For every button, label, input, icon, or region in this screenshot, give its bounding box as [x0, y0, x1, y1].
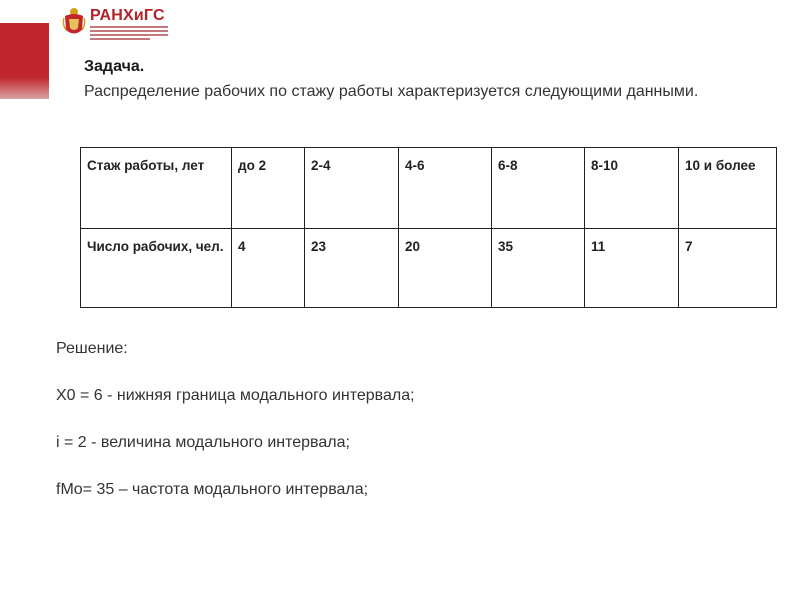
ranepa-logo — [62, 6, 168, 42]
accent-bar — [0, 23, 49, 99]
data-table — [80, 147, 777, 308]
table-row — [81, 229, 777, 308]
interval-cell: 10 и более — [679, 148, 777, 229]
interval-cell: 8-10 — [585, 148, 679, 229]
count-cell: 7 — [679, 229, 777, 308]
logo-subtitle-lines — [90, 26, 168, 42]
count-cell: 23 — [305, 229, 399, 308]
solution-line-x0: X0 = 6 - нижняя граница модального интервала; — [56, 387, 415, 404]
interval-cell: 6-8 — [492, 148, 585, 229]
solution-line-interval: i = 2 - величина модального интервала; — [56, 434, 350, 451]
emblem-icon — [62, 6, 86, 38]
count-cell: 11 — [585, 229, 679, 308]
table-row — [81, 148, 777, 229]
row-header-experience: Стаж работы, лет — [81, 148, 232, 229]
interval-cell: до 2 — [232, 148, 305, 229]
row-header-workers: Число рабочих, чел. — [81, 229, 232, 308]
count-cell: 35 — [492, 229, 585, 308]
solution-line-frequency: fMo= 35 – частота модального интервала; — [56, 481, 369, 498]
interval-cell: 2-4 — [305, 148, 399, 229]
task-title: Задача. — [84, 58, 145, 75]
logo-title: РАНХиГС — [90, 7, 165, 24]
solution-title: Решение: — [56, 340, 128, 357]
task-text: Распределение рабочих по стажу работы характеризуется следующими данными. — [84, 83, 699, 100]
count-cell: 4 — [232, 229, 305, 308]
interval-cell: 4-6 — [399, 148, 492, 229]
count-cell: 20 — [399, 229, 492, 308]
